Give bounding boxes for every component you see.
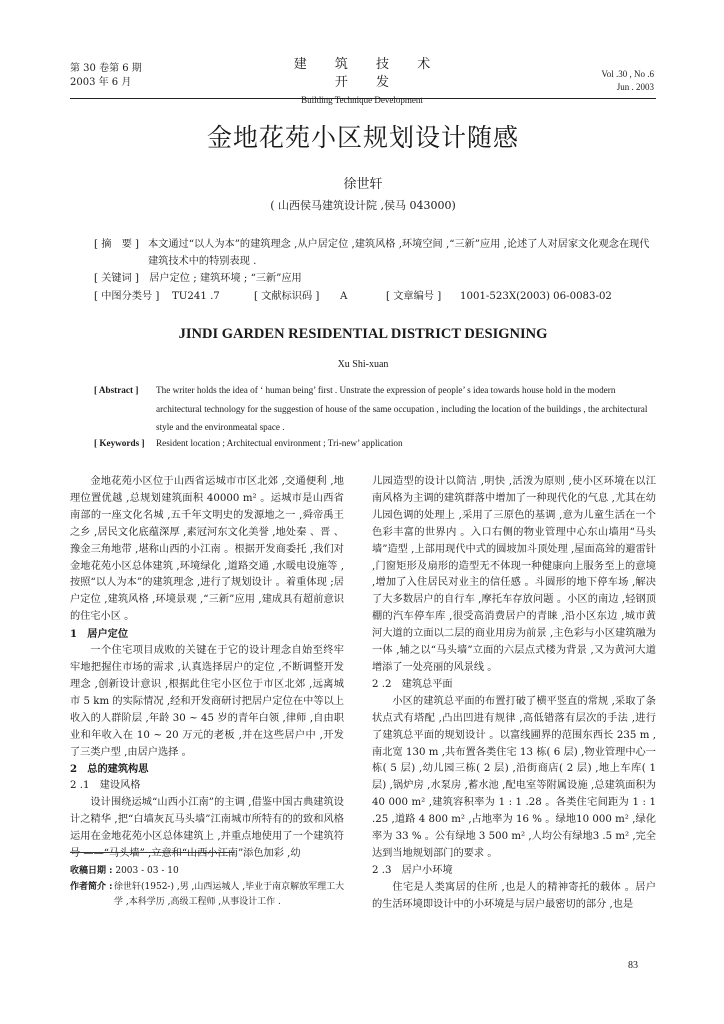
subsection-heading: 2 .3 居户小环境 (372, 864, 453, 876)
footnote-received (70, 864, 350, 879)
footnote-rule (70, 852, 234, 853)
keywords-en-text: Resident location ; Architectual environment ; Tri-new’ application (156, 438, 403, 448)
subsection-heading: 2 .2 建筑总平面 (372, 678, 453, 690)
journal-name-cn: 建 筑 技 术 开 发 (293, 57, 443, 90)
paper-title: 金地花苑小区规划设计随感 (206, 123, 519, 152)
keywords-en (94, 436, 656, 450)
body-paragraph: 小区的建筑总平面的布置打破了横平竖直的常规 ,采取了条状点式有塔配 ,凸出凹进有规律 ,高低错落有层次的手法 ,进行了建筑总平面的规划设计 。以富线圃界的范围东西长 235 m ,南北宽 130 m ,共布置各类住宅 13 栋( 6 层) ,物业管理中心一栋( 5 层) ,幼儿园三栋( 2 层) ,沿街商店( 2 层) ,地上车库( 1 层) ,锅炉房 ,水泵房 ,蓄水池 ,配电室等附属设施 ,总建筑面积为 40 000 m² ,建筑容积率为 1 : 1 .28 。各类住宅间距为 1 : 1 .25 ,道路 4 800 m² ,占地率为 16 % 。绿地10 000 m² ,绿化率为 33 % 。公有绿地 3 500 m² ,人均公有绿地3 .5 m² ,完全达到当地规划部门的要求 。 (372, 695, 656, 859)
article-id-label: [ 文章编号 ] (386, 291, 442, 302)
abstract-en-text: The writer holds the idea of ‘ human being’ first . Unstrate the expression of people’ s idea towards house hold in the modern architectural technology for the suggestion of house of the same occupation , including the location of the buildings , the architectural style and the environmeatal space . (156, 385, 648, 432)
clc-label: [ 中图分类号 ] (94, 291, 160, 302)
header-right (601, 68, 654, 94)
clc-value: TU241 .7 (172, 291, 220, 302)
doc-code-value: A (340, 291, 348, 302)
header-date-cn: 2003 年 6 月 (70, 77, 132, 88)
subsection-heading: 2 .1 建设风格 (70, 780, 141, 792)
section-heading: 1 居户定位 (70, 628, 129, 641)
received-date: 2003 - 03 - 10 (115, 866, 179, 876)
header-volume-cn: 第 30 卷第 6 期 (70, 63, 142, 74)
classification-row (94, 288, 656, 305)
abstract-cn (94, 236, 656, 267)
body-column-right (372, 474, 656, 914)
journal-name-en: Building Technique Development (301, 95, 423, 105)
page-number: 83 (628, 960, 638, 971)
doc-code-label: [ 文献标识码 ] (254, 291, 320, 302)
abstract-cn-label: [ 摘 要 ] (94, 239, 139, 250)
body-paragraph: 金地花苑小区位于山西省运城市市区北郊 ,交通便利 ,地理位置优越 ,总规划建筑面积 40000 m² 。运城市是山西省南部的一座文化名城 ,五千年文明史的发源地之一 ,舜帝禹王之乡 ,居民文化底蕴深厚 ,素冠河东文化美誉 ,地处秦 、晋 、豫金三角地带 ,堪称山西的小江南 。根据开发商委托 ,我们对金地花苑小区总体建筑 ,环境绿化 ,道路交通 ,水暖电设施等 ,按照“以人为本”的建筑理念 ,进行了规划设计 。着重体现 ;居户定位 ,建筑风格 ,环境景观 ,“三新”应用 ,建成具有超前意识的住宅小区 。 (70, 476, 344, 623)
body-paragraph: 儿园造型的设计以简洁 ,明快 ,活泼为原则 ,使小区环境在以江南风格为主调的建筑群落中增加了一种现代化的气息 ,尤其在幼儿园色调的处理上 ,采用了三原色的基调 ,意为儿童生活在一个色彩丰富的世界内 。入口右侧的物业管理中心东山墙用“马头墙”造型 ,上部用现代中式的圆坡加斗顶处理 ,屋面高耸的避雷针 ,门窗矩形及扇形的造型无不体现一种健康向上服务至上的意境 ,增加了入住居民对业主的信任感 。斗圆形的地下停车场 ,解决了大多数居户的自行车 ,摩托车存放问题 。小区的南边 ,轻钢顶棚的汽车停车库 ,很受高消费居户的青睐 ,沿小区东边 ,城市黄河大道的立面以二层的商业用房为前景 ,主色彩与小区建筑融为一体 ,辅之以“马头墙”立面的六层点式楼为背景 ,又为黄河大道增添了一处亮丽的风景线 。 (372, 476, 656, 673)
body-paragraph: 一个住宅项目成败的关键在于它的设计理念自始至终牢牢地把握住市场的需求 ,认真选择居户的定位 ,不断调整开发理念 ,创新设计意识 ,根据此住宅小区位于市区北郊 ,远离城市 5 km 的实际情况 ,经和开发商研讨把居户定位在中等以上收入的人群阶层 ,年龄 30 ~ 45 岁的青年白领 ,律师 ,自由职业和年收入在 10 ~ 20 万元的老板 ,并在这些居户中 ,开发了三类户型 ,由居户选择 。 (70, 645, 344, 758)
body-column-left (70, 474, 344, 863)
header-volume-en: Vol .30 , No .6 (601, 69, 654, 79)
keywords-cn (94, 270, 656, 287)
keywords-cn-label: [ 关键词 ] (94, 273, 139, 284)
footnote-author-bio (70, 880, 350, 910)
abstract-en-label: [ Abstract ] (94, 385, 139, 395)
abstract-cn-text: 本文通过“以人为本”的建筑理念 ,从户居定位 ,建筑风格 ,环境空间 ,“三新”应用 ,论述了人对居家文化观念在现代建筑技术中的特别表现 . (148, 239, 650, 267)
keywords-cn-text: 居户定位 ; 建筑环境 ; “三新”应用 (149, 273, 302, 284)
author-affiliation: ( 山西侯马建筑设计院 ,侯马 043000) (270, 199, 456, 212)
article-id-value: 1001-523X(2003) 06-0083-02 (460, 291, 612, 302)
header-date-en: Jun . 2003 (616, 82, 654, 92)
body-paragraph: 设计围绕运城“山西小江南”的主调 ,借鉴中国古典建筑设计之精华 ,把“白墙灰瓦马头墙”江南城市所特有的的致和风格运用在金地花苑小区总体建筑上 ,并重点地使用了一个建筑符号 ——“马头墙” ,立意和“山西小江南”添色加彩 ,幼 (70, 797, 344, 859)
header-rule (70, 98, 656, 99)
paper-title-en: JINDI GARDEN RESIDENTIAL DISTRICT DESIGNING (178, 326, 548, 342)
bio-label: 作者简介 : (70, 882, 113, 892)
abstract-en (94, 381, 656, 432)
author-name-en: Xu Shi-xuan (337, 359, 389, 370)
received-label: 收稿日期 : (70, 866, 113, 876)
keywords-en-label: [ Keywords ] (94, 438, 145, 448)
section-heading: 2 总的建筑构思 (70, 763, 149, 776)
body-paragraph: 住宅是人类寓居的住所 ,也是人的精神寄托的载体 。居户的生活环境即设计中的小环境是与居户最密切的部分 ,也是 (372, 881, 656, 910)
bio-text: 徐世轩(1952-) ,男 ,山西运城人 ,毕业于南京解放军理工大学 ,本科学历 ,高级工程师 ,从事设计工作 . (114, 882, 345, 907)
author-name: 徐世轩 (343, 177, 383, 192)
header-left (70, 62, 142, 90)
